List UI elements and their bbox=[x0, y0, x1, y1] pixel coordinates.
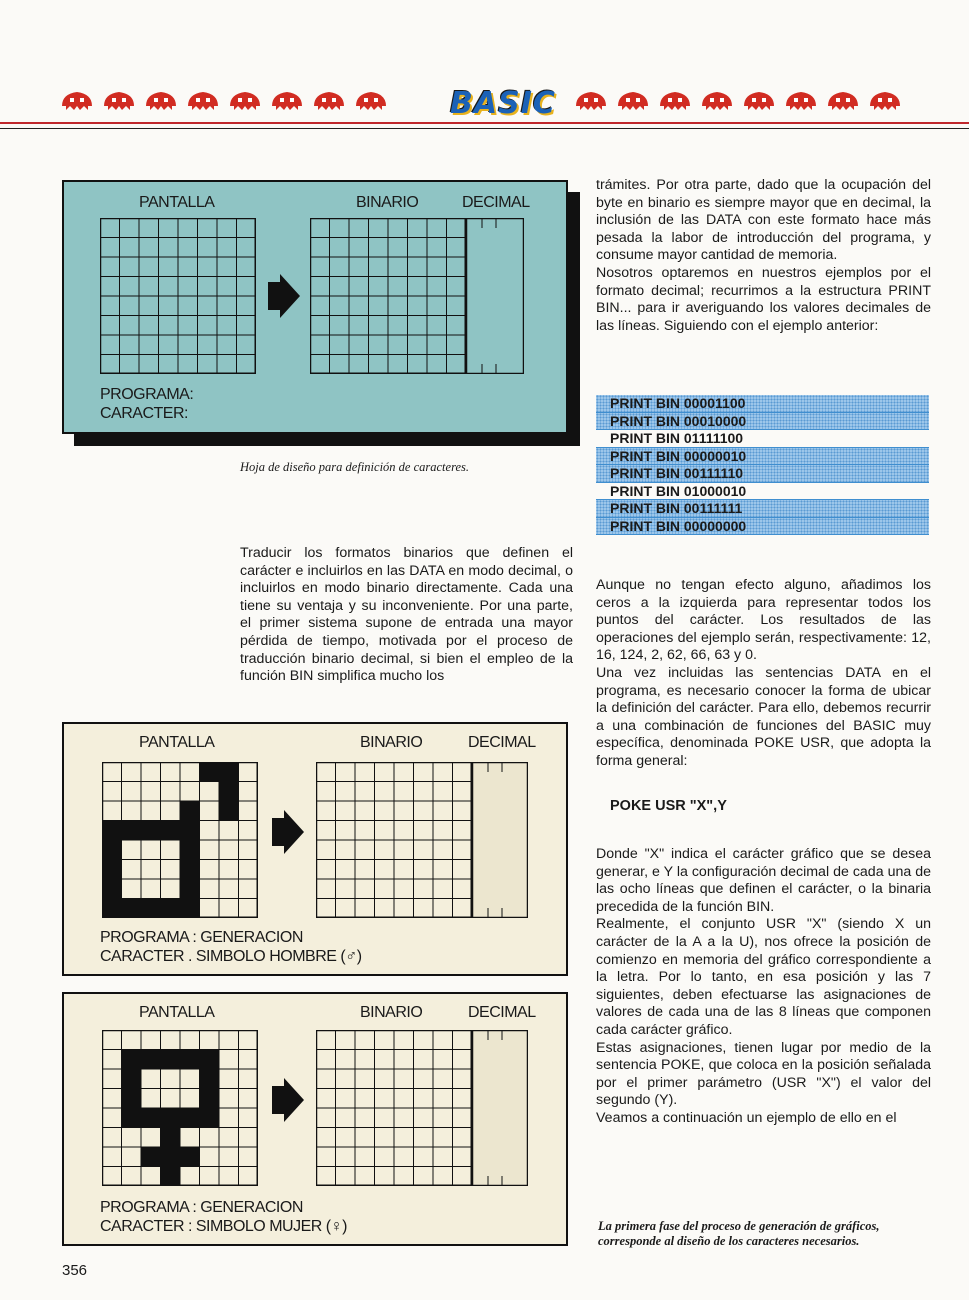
caracter-label: CARACTER: bbox=[100, 405, 188, 422]
binario-label: BINARIO bbox=[360, 734, 423, 751]
header-creatures-right bbox=[572, 88, 904, 110]
poke-usr-syntax: POKE USR "X",Y bbox=[610, 798, 727, 814]
filled-cell bbox=[161, 899, 181, 919]
code-line: PRINT BIN 01111100 bbox=[596, 430, 929, 448]
invader-icon bbox=[572, 88, 610, 110]
decimal-column bbox=[466, 218, 524, 374]
left-column-text bbox=[240, 545, 573, 686]
right-caption-line1: La primera fase del proceso de generación de gráficos, bbox=[598, 1219, 880, 1233]
paragraph: Traducir los formatos binarios que definen el carácter e incluirlos en las DATA en modo decimal, o incluirlos en modo binario directamente. Cada una tiene su ventaja y su inconveniente. Por una parte, el primer sistema supone de entrada una mayor pérdida de tiempo, motivada por el proceso de traducción binario decimal, si bien el empleo de la función BIN simplifica mucho los bbox=[240, 545, 573, 685]
right-column-text-1 bbox=[596, 177, 931, 335]
paragraph: Veamos a continuación un ejemplo de ello en el bbox=[596, 1109, 897, 1126]
caracter-label: CARACTER : SIMBOLO MUJER (♀) bbox=[100, 1218, 347, 1235]
filled-cell bbox=[219, 762, 239, 782]
filled-cell bbox=[180, 1108, 200, 1128]
decimal-column bbox=[472, 762, 528, 918]
filled-cell bbox=[141, 1050, 161, 1070]
filled-cell bbox=[122, 1050, 142, 1070]
code-line: PRINT BIN 01000010 bbox=[596, 483, 929, 501]
pantalla-label: PANTALLA bbox=[139, 734, 215, 751]
filled-cell bbox=[122, 1069, 142, 1089]
programa-label: PROGRAMA : GENERACION bbox=[100, 1199, 303, 1216]
paragraph: trámites. Por otra parte, dado que la ocupación del byte en binario es siempre mayor que en decimal, la inclusión de las DATA con este formato hace más pesada la labor de introducción del programa, y consume mayor cantidad de memoria. bbox=[596, 177, 931, 264]
female-symbol-panel bbox=[62, 992, 568, 1246]
filled-cell bbox=[161, 1108, 181, 1128]
filled-cell bbox=[180, 879, 200, 899]
filled-cell bbox=[122, 1089, 142, 1109]
filled-cell bbox=[141, 1108, 161, 1128]
decimal-label: DECIMAL bbox=[468, 734, 536, 751]
filled-cell bbox=[102, 821, 122, 841]
design-sheet-panel bbox=[62, 180, 568, 434]
header-rule-red bbox=[0, 122, 969, 124]
filled-cell bbox=[200, 762, 220, 782]
arrow-icon bbox=[272, 1078, 304, 1122]
paragraph: Una vez incluidas las sentencias DATA en el programa, es necesario conocer la forma de ubicar la definición del carácter. Para ello, debemos recurrir a una combinación de funciones del BASIC muy específica, denominada POKE USR, que adopta la forma general: bbox=[596, 664, 931, 769]
code-line: PRINT BIN 00010000 bbox=[596, 413, 929, 431]
basic-logo: BASIC bbox=[450, 86, 556, 121]
right-caption-line2: corresponde al diseño de los caracteres necesarios. bbox=[598, 1234, 860, 1248]
paragraph: Donde "X" indica el carácter gráfico que se desea generar, e Y la configuración decimal de cada una de las ocho líneas que definen el carácter, o la binaria precedida de la función BIN. bbox=[596, 846, 931, 915]
header-creatures-left bbox=[58, 88, 390, 110]
filled-cell bbox=[200, 1050, 220, 1070]
invader-icon bbox=[268, 88, 306, 110]
code-line: PRINT BIN 00000010 bbox=[596, 448, 929, 466]
binario-label: BINARIO bbox=[356, 194, 419, 211]
programa-label: PROGRAMA : GENERACION bbox=[100, 929, 303, 946]
invader-icon bbox=[310, 88, 348, 110]
invader-icon bbox=[656, 88, 694, 110]
filled-cell bbox=[180, 1050, 200, 1070]
filled-cell bbox=[180, 1147, 200, 1167]
invader-icon bbox=[824, 88, 862, 110]
decimal-label: DECIMAL bbox=[468, 1004, 536, 1021]
invader-icon bbox=[740, 88, 778, 110]
figure1-caption: Hoja de diseño para definición de caracteres. bbox=[240, 460, 470, 474]
filled-cell bbox=[180, 860, 200, 880]
page-number: 356 bbox=[62, 1262, 88, 1279]
filled-cell bbox=[141, 821, 161, 841]
code-line: PRINT BIN 00000000 bbox=[596, 518, 929, 536]
filled-cell bbox=[161, 821, 181, 841]
filled-cell bbox=[161, 1050, 181, 1070]
filled-cell bbox=[122, 1108, 142, 1128]
binario-label: BINARIO bbox=[360, 1004, 423, 1021]
filled-cell bbox=[161, 1167, 181, 1187]
code-line: PRINT BIN 00001100 bbox=[596, 395, 929, 413]
filled-cell bbox=[200, 1069, 220, 1089]
filled-cell bbox=[200, 1108, 220, 1128]
invader-icon bbox=[614, 88, 652, 110]
pantalla-label: PANTALLA bbox=[139, 1004, 215, 1021]
paragraph: Realmente, el conjunto USR "X" (siendo X un carácter de la A a la U), nos ofrece la posición de comienzo en memoria del gráfico correspondiente a la letra. Por lo tanto, en esa posición y las 7 siguientes, deben efectuarse las asignaciones de valores de cada una de las 8 líneas que componen cada carácter gráfico. bbox=[596, 916, 931, 1038]
invader-icon bbox=[184, 88, 222, 110]
invader-icon bbox=[226, 88, 264, 110]
filled-cell bbox=[141, 899, 161, 919]
invader-icon bbox=[698, 88, 736, 110]
code-line: PRINT BIN 00111110 bbox=[596, 465, 929, 483]
header-rule-black bbox=[0, 128, 969, 129]
programa-label: PROGRAMA: bbox=[100, 386, 194, 403]
male-symbol-panel bbox=[62, 722, 568, 976]
filled-cell bbox=[161, 1147, 181, 1167]
filled-cell bbox=[141, 1147, 161, 1167]
invader-icon bbox=[100, 88, 138, 110]
filled-cell bbox=[219, 801, 239, 821]
filled-cell bbox=[102, 879, 122, 899]
paragraph: Estas asignaciones, tienen lugar por medio de la sentencia POKE, que coloca en la posición señalada por el primer parámetro (USR "X") el valor del segundo (Y). bbox=[596, 1039, 931, 1109]
paragraph: Nosotros optaremos en nuestros ejemplos por el formato decimal; recurrimos a la estructura PRINT BIN... para ir averiguando los valores decimales de las líneas. Siguiendo con el ejemplo anterior: bbox=[596, 264, 931, 334]
filled-cell bbox=[180, 801, 200, 821]
filled-cell bbox=[180, 840, 200, 860]
filled-cell bbox=[122, 821, 142, 841]
filled-cell bbox=[180, 821, 200, 841]
right-column-text-3 bbox=[596, 846, 931, 1128]
filled-cell bbox=[122, 899, 142, 919]
right-column-text-2 bbox=[596, 577, 931, 771]
invader-icon bbox=[142, 88, 180, 110]
code-line: PRINT BIN 00111111 bbox=[596, 500, 929, 518]
filled-cell bbox=[219, 782, 239, 802]
paragraph: Aunque no tengan efecto alguno, añadimos los ceros a la izquierda para representar todos los puntos del carácter. Los resultados de las operaciones del ejemplo serán, respectivamente: 12, 16, 124, 2, 62, 66, 63 y 0. bbox=[596, 577, 931, 664]
arrow-icon bbox=[268, 274, 300, 318]
filled-cell bbox=[102, 899, 122, 919]
pantalla-label: PANTALLA bbox=[139, 194, 215, 211]
decimal-label: DECIMAL bbox=[462, 194, 530, 211]
filled-cell bbox=[161, 1128, 181, 1148]
invader-icon bbox=[866, 88, 904, 110]
invader-icon bbox=[352, 88, 390, 110]
filled-cell bbox=[102, 860, 122, 880]
caracter-label: CARACTER . SIMBOLO HOMBRE (♂) bbox=[100, 948, 362, 965]
pantalla-grid-filled bbox=[102, 1030, 258, 1186]
binario-grid bbox=[316, 1030, 472, 1186]
binario-grid bbox=[310, 218, 466, 374]
code-listing bbox=[596, 395, 929, 535]
invader-icon bbox=[782, 88, 820, 110]
pantalla-grid bbox=[100, 218, 256, 374]
invader-icon bbox=[58, 88, 96, 110]
filled-cell bbox=[180, 899, 200, 919]
filled-cell bbox=[200, 1089, 220, 1109]
filled-cell bbox=[102, 840, 122, 860]
binario-grid bbox=[316, 762, 472, 918]
arrow-icon bbox=[272, 810, 304, 854]
decimal-column bbox=[472, 1030, 528, 1186]
pantalla-grid-filled bbox=[102, 762, 258, 918]
